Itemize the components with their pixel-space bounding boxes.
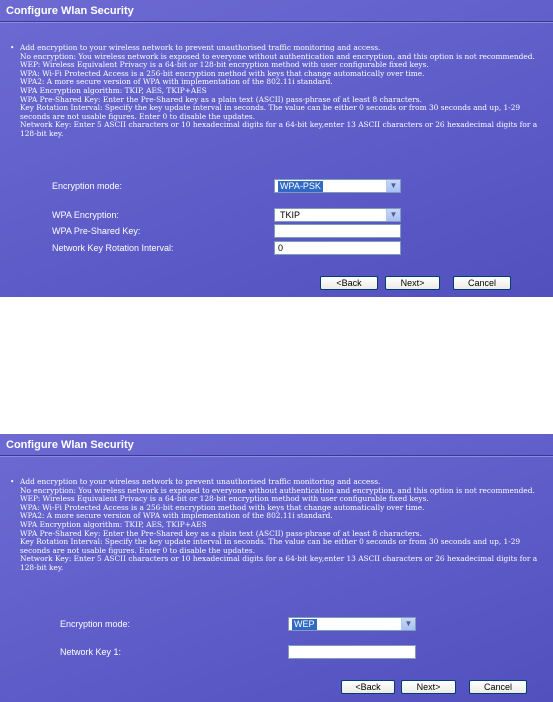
rotation-interval-label: Network Key Rotation Interval: <box>52 243 174 253</box>
next-button[interactable]: Next> <box>401 680 456 694</box>
wlan-security-panel-wpa <box>0 0 553 297</box>
desc-line: 128-bit key. <box>20 562 64 572</box>
desc-line: WPA Encryption algorithm: TKIP, AES, TKIP+AES <box>20 519 207 529</box>
bullet-icon: • <box>10 43 15 52</box>
desc-line: Network Key: Enter 5 ASCII characters or 10 hexadecimal digits for a 64-bit key,enter 13 ASCII characters or 26 hexadecimal digits for a <box>20 120 538 130</box>
network-key-label: Network Key 1: <box>60 647 122 657</box>
encryption-mode-value: WPA-PSK <box>280 181 321 191</box>
desc-line: No encryption: You wireless network is exposed to everyone without authentication and encryption, and this option is not recommended. <box>20 51 535 61</box>
desc-line: seconds are not usable figures. Enter 0 to disable the updates. <box>20 545 256 555</box>
psk-input[interactable] <box>274 224 401 238</box>
desc-line: WPA Encryption algorithm: TKIP, AES, TKIP+AES <box>20 85 207 95</box>
chevron-down-icon[interactable]: ▼ <box>401 618 415 630</box>
desc-line: WPA2: A more secure version of WPA with implementation of the 802.11i standard. <box>20 511 333 521</box>
desc-line: WEP: Wireless Equivalent Privacy is a 64-bit or 128-bit encryption method with user configurable fixed keys. <box>20 494 429 504</box>
description-text <box>10 44 547 139</box>
chevron-down-icon[interactable]: ▼ <box>386 180 400 192</box>
bullet-icon: • <box>10 477 15 486</box>
rotation-interval-value: 0 <box>278 243 284 253</box>
desc-line: No encryption: You wireless network is exposed to everyone without authentication and encryption, and this option is not recommended. <box>20 485 535 495</box>
wlan-security-panel-wep <box>0 434 553 702</box>
desc-line: Key Rotation Interval: Specify the key update interval in seconds. The value can be either 0 seconds or from 30 seconds and up, 1-29 <box>20 103 521 113</box>
cancel-button[interactable]: Cancel <box>453 276 511 290</box>
back-button[interactable]: <Back <box>341 680 395 694</box>
back-button[interactable]: <Back <box>320 276 378 290</box>
network-key-input[interactable] <box>288 645 416 659</box>
rotation-interval-input[interactable] <box>274 241 401 255</box>
desc-line: WPA2: A more secure version of WPA with implementation of the 802.11i standard. <box>20 77 333 87</box>
desc-line: WPA Pre-Shared Key: Enter the Pre-Shared key as a plain text (ASCII) pass-phrase of at least 8 characters. <box>20 528 422 538</box>
title-divider <box>0 21 553 23</box>
next-button[interactable]: Next> <box>385 276 440 290</box>
cancel-button[interactable]: Cancel <box>469 680 527 694</box>
desc-line: WPA Pre-Shared Key: Enter the Pre-Shared key as a plain text (ASCII) pass-phrase of at least 8 characters. <box>20 94 422 104</box>
desc-line: WPA: Wi-Fi Protected Access is a 256-bit encryption method with keys that change automatically over time. <box>20 68 425 78</box>
panel-title: Configure Wlan Security <box>6 5 134 17</box>
encryption-mode-select[interactable] <box>274 179 401 193</box>
desc-line: Network Key: Enter 5 ASCII characters or 10 hexadecimal digits for a 64-bit key,enter 13 ASCII characters or 26 hexadecimal digits for a <box>20 554 538 564</box>
wpa-encryption-label: WPA Encryption: <box>52 210 119 220</box>
psk-label: WPA Pre-Shared Key: <box>52 226 141 236</box>
desc-line: WPA: Wi-Fi Protected Access is a 256-bit encryption method with keys that change automatically over time. <box>20 502 425 512</box>
encryption-mode-value: WEP <box>294 619 315 629</box>
chevron-down-icon[interactable]: ▼ <box>386 209 400 221</box>
description-text <box>10 478 547 573</box>
desc-line: Add encryption to your wireless network to prevent unauthorised traffic monitoring and access. <box>20 43 381 52</box>
desc-line: WEP: Wireless Equivalent Privacy is a 64-bit or 128-bit encryption method with user configurable fixed keys. <box>20 60 429 70</box>
title-divider <box>0 455 553 457</box>
desc-line: 128-bit key. <box>20 128 64 138</box>
encryption-mode-label: Encryption mode: <box>60 619 131 629</box>
desc-line: seconds are not usable figures. Enter 0 to disable the updates. <box>20 111 256 121</box>
wpa-encryption-value: TKIP <box>280 210 301 220</box>
desc-line: Key Rotation Interval: Specify the key update interval in seconds. The value can be either 0 seconds or from 30 seconds and up, 1-29 <box>20 537 521 547</box>
panel-title: Configure Wlan Security <box>6 439 134 451</box>
wpa-encryption-select[interactable] <box>274 208 401 222</box>
desc-line: Add encryption to your wireless network to prevent unauthorised traffic monitoring and access. <box>20 477 381 486</box>
encryption-mode-label: Encryption mode: <box>52 181 123 191</box>
encryption-mode-select[interactable] <box>288 617 416 631</box>
